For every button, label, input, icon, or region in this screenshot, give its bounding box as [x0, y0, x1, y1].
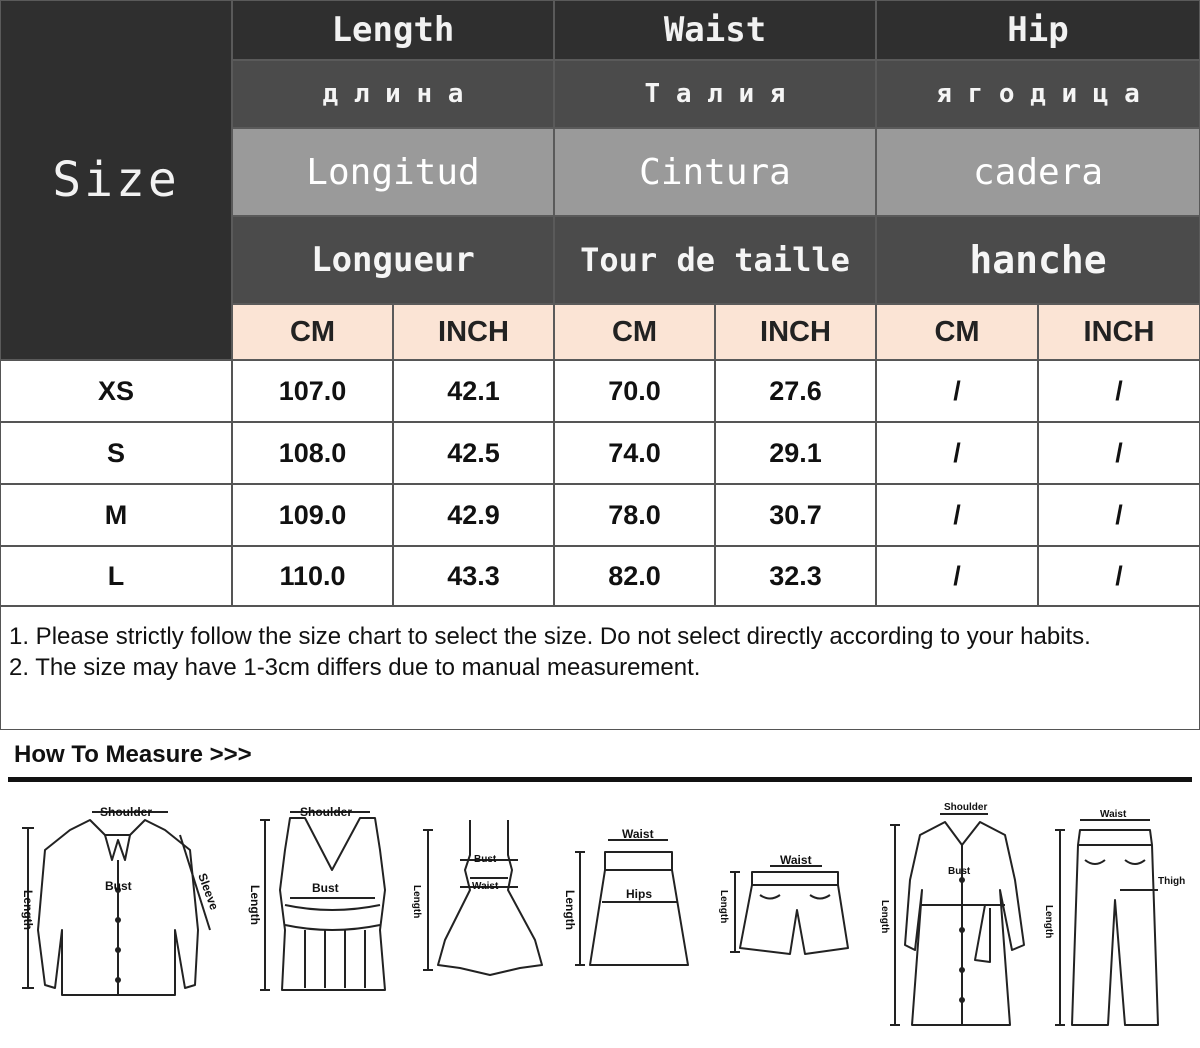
garment-illustrations — [0, 790, 1200, 1048]
unit-cell: CM — [554, 304, 715, 360]
dress-icon — [423, 820, 542, 975]
label-sleeve: Sleeve — [195, 871, 222, 912]
col-length-en: Length — [232, 0, 554, 60]
col-hip-es: cadera — [876, 128, 1200, 216]
label-length: Length — [1043, 905, 1054, 939]
table-cell: 29.1 — [715, 422, 876, 484]
table-cell: 42.1 — [393, 360, 554, 422]
table-cell: / — [1038, 360, 1200, 422]
label-length: Length — [563, 890, 577, 930]
label-length: Length — [879, 900, 890, 934]
label-shoulder: Shoulder — [300, 805, 353, 819]
pants-icon — [1055, 820, 1158, 1025]
label-length: Length — [248, 885, 262, 925]
col-hip-ru: я г о д и ц а — [876, 60, 1200, 128]
table-cell: 27.6 — [715, 360, 876, 422]
table-cell: 70.0 — [554, 360, 715, 422]
col-waist-ru: Т а л и я — [554, 60, 876, 128]
table-cell: 82.0 — [554, 546, 715, 606]
label-thigh: Thigh — [1158, 876, 1186, 887]
label-waist: Waist — [472, 881, 499, 892]
table-cell: 30.7 — [715, 484, 876, 546]
tank-top-icon — [260, 812, 385, 990]
label-hips: Hips — [626, 887, 653, 901]
col-waist-fr: Tour de taille — [554, 216, 876, 304]
blouse-icon — [22, 812, 210, 995]
table-cell: 74.0 — [554, 422, 715, 484]
notes-box — [0, 606, 1200, 730]
table-cell: 43.3 — [393, 546, 554, 606]
col-length-es: Longitud — [232, 128, 554, 216]
measure-diagram — [0, 790, 1200, 1048]
label-waist: Waist — [780, 853, 812, 867]
note-1: 1. Please strictly follow the size chart to select the size. Do not select directly according to your habits. — [9, 623, 1091, 650]
col-waist-es: Cintura — [554, 128, 876, 216]
label-waist: Waist — [1100, 809, 1127, 820]
size-header: Size — [0, 0, 232, 360]
label-bust: Bust — [105, 879, 132, 893]
label-bust: Bust — [948, 866, 971, 877]
label-length: Length — [718, 890, 729, 924]
unit-cell: CM — [876, 304, 1038, 360]
size-label: S — [0, 422, 232, 484]
table-cell: 107.0 — [232, 360, 393, 422]
table-cell: / — [876, 422, 1038, 484]
table-cell: / — [1038, 422, 1200, 484]
skirt-icon — [575, 840, 688, 965]
table-cell: 42.5 — [393, 422, 554, 484]
size-label: L — [0, 546, 232, 606]
table-cell: / — [876, 484, 1038, 546]
col-length-ru: д л и н а — [232, 60, 554, 128]
table-cell: 42.9 — [393, 484, 554, 546]
table-cell: 32.3 — [715, 546, 876, 606]
table-cell: 109.0 — [232, 484, 393, 546]
col-hip-fr: hanche — [876, 216, 1200, 304]
table-cell: 108.0 — [232, 422, 393, 484]
col-length-fr: Longueur — [232, 216, 554, 304]
size-label: XS — [0, 360, 232, 422]
table-cell: / — [876, 546, 1038, 606]
label-bust: Bust — [474, 854, 497, 865]
col-hip-en: Hip — [876, 0, 1200, 60]
table-cell: / — [1038, 484, 1200, 546]
label-waist: Waist — [622, 827, 654, 841]
table-cell: 110.0 — [232, 546, 393, 606]
title-divider — [8, 777, 1192, 782]
unit-cell: INCH — [715, 304, 876, 360]
table-cell: 78.0 — [554, 484, 715, 546]
unit-cell: CM — [232, 304, 393, 360]
label-length: Length — [411, 885, 422, 919]
table-cell: / — [876, 360, 1038, 422]
unit-cell: INCH — [393, 304, 554, 360]
label-bust: Bust — [312, 881, 339, 895]
size-label: M — [0, 484, 232, 546]
label-length: Length — [21, 890, 35, 930]
col-waist-en: Waist — [554, 0, 876, 60]
label-shoulder: Shoulder — [944, 802, 988, 813]
unit-cell: INCH — [1038, 304, 1200, 360]
shorts-icon — [730, 866, 848, 954]
coat-icon — [890, 814, 1024, 1025]
how-to-measure-title: How To Measure >>> — [14, 741, 252, 768]
label-shoulder: Shoulder — [100, 805, 153, 819]
note-2: 2. The size may have 1-3cm differs due to manual measurement. — [9, 654, 701, 681]
table-cell: / — [1038, 546, 1200, 606]
